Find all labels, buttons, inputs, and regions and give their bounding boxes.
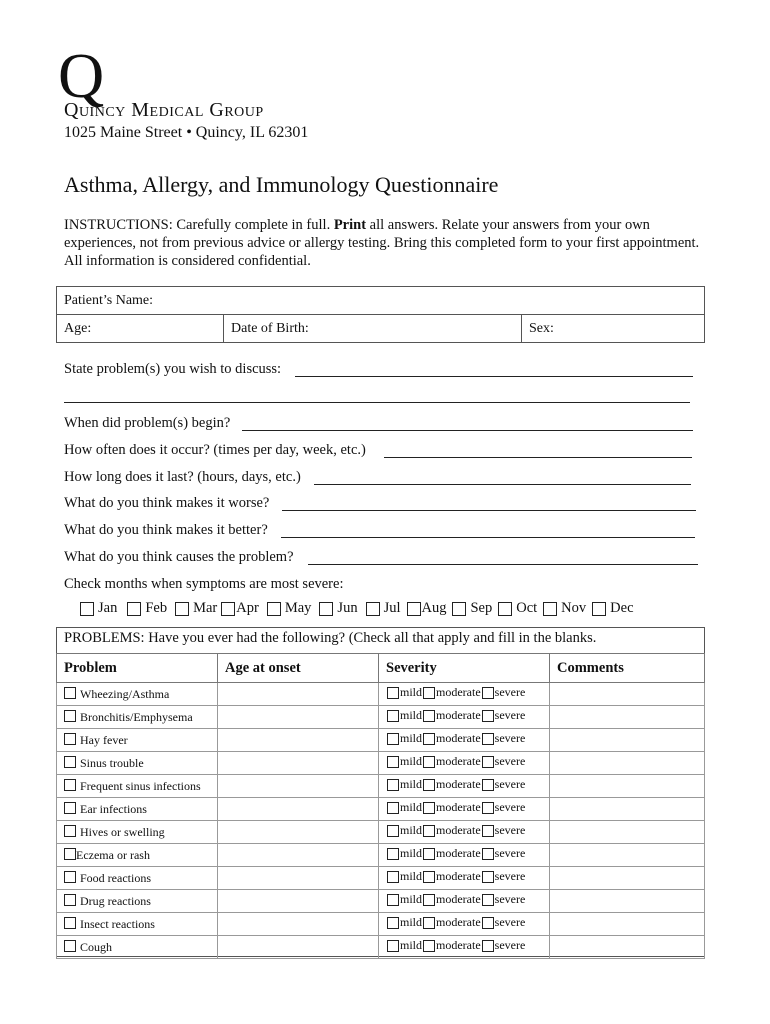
checkbox[interactable] [498,602,512,616]
month-label: May [284,600,312,616]
severity-label: moderate [436,938,481,953]
problem-label: Frequent sinus infections [80,778,201,793]
problem-cell[interactable] [57,867,218,890]
severity-label: mild [400,869,423,884]
severity-option-mild[interactable] [386,869,422,884]
severity-label: severe [494,777,526,792]
severity-label: moderate [436,869,481,884]
comments-cell[interactable] [550,936,705,959]
severity-checkbox[interactable] [423,825,435,837]
problem-checkbox[interactable] [64,825,76,837]
severity-option-severe[interactable] [481,846,526,861]
age-at-onset-cell[interactable] [218,798,379,821]
severity-checkbox[interactable] [387,894,399,906]
table-row [57,867,705,890]
severity-checkbox[interactable] [387,756,399,768]
problem-label: Food reactions [80,870,151,885]
comments-cell[interactable] [550,729,705,752]
checkbox[interactable] [407,602,421,616]
severity-cell [379,683,550,706]
severity-option-severe[interactable] [481,685,526,700]
severity-label: moderate [436,685,481,700]
month-aug[interactable] [407,600,447,617]
severity-checkbox[interactable] [482,756,494,768]
problem-cell[interactable] [57,752,218,775]
problem-label: Hives or swelling [80,824,165,839]
severity-label: mild [400,731,423,746]
month-label: Dec [610,600,634,616]
checkbox[interactable] [175,602,189,616]
severity-checkbox[interactable] [482,917,494,929]
severity-label: severe [494,754,526,769]
severity-checkbox[interactable] [482,940,494,952]
problem-label: Hay fever [80,732,128,747]
severity-option-severe[interactable] [481,731,526,746]
table-row [57,775,705,798]
age-at-onset-cell[interactable] [218,821,379,844]
severity-label: mild [400,685,423,700]
problems-body [57,683,705,959]
answer-line-problems-2[interactable] [64,402,690,403]
table-row [57,729,705,752]
problem-cell[interactable] [57,936,218,959]
severity-checkbox[interactable] [387,917,399,929]
severity-checkbox[interactable] [387,779,399,791]
comments-cell[interactable] [550,821,705,844]
checkbox[interactable] [543,602,557,616]
logo-q-mark: Q [58,40,103,111]
month-oct[interactable] [498,600,537,617]
severity-option-moderate[interactable] [422,823,481,838]
problem-checkbox[interactable] [64,940,76,952]
severity-cell [379,844,550,867]
severity-cell [379,729,550,752]
answer-line-began[interactable] [242,430,693,431]
sex-field[interactable]: Sex: [522,315,705,343]
month-may[interactable] [267,600,312,617]
severity-option-severe[interactable] [481,869,526,884]
severity-label: moderate [436,823,481,838]
severity-checkbox[interactable] [482,687,494,699]
table-row [57,821,705,844]
problem-cell[interactable] [57,844,218,867]
severity-label: mild [400,823,423,838]
problem-checkbox[interactable] [64,848,76,860]
month-label: Jan [98,600,118,616]
severity-option-moderate[interactable] [422,754,481,769]
answer-line-problems[interactable] [295,376,693,377]
severity-option-severe[interactable] [481,800,526,815]
severity-label: mild [400,892,423,907]
col-severity: Severity [379,654,550,683]
comments-cell[interactable] [550,798,705,821]
severity-checkbox[interactable] [482,894,494,906]
comments-cell[interactable] [550,890,705,913]
severity-option-mild[interactable] [386,731,422,746]
table-row [57,936,705,959]
question-problems-label: State problem(s) you wish to discuss: [64,361,282,377]
severity-checkbox[interactable] [387,871,399,883]
table-row [57,706,705,729]
problem-checkbox[interactable] [64,710,76,722]
comments-cell[interactable] [550,752,705,775]
problem-checkbox[interactable] [64,871,76,883]
table-row [57,890,705,913]
severity-checkbox[interactable] [387,825,399,837]
patient-info-table [56,286,705,343]
table-row [57,752,705,775]
severity-option-moderate[interactable] [422,915,481,930]
comments-cell[interactable] [550,683,705,706]
severity-option-moderate[interactable] [422,938,481,953]
severity-label: severe [494,823,526,838]
checkbox[interactable] [127,602,141,616]
comments-cell[interactable] [550,775,705,798]
severity-cell [379,936,550,959]
problem-cell[interactable] [57,729,218,752]
severity-cell [379,775,550,798]
severity-cell [379,867,550,890]
severity-option-moderate[interactable] [422,777,481,792]
age-at-onset-cell[interactable] [218,752,379,775]
severity-checkbox[interactable] [423,687,435,699]
severity-option-severe[interactable] [481,708,526,723]
answer-line-duration[interactable] [314,484,691,485]
severity-option-severe[interactable] [481,892,526,907]
month-mar[interactable] [175,600,217,617]
age-at-onset-cell[interactable] [218,844,379,867]
answer-line-causes[interactable] [308,564,698,565]
severity-option-mild[interactable] [386,777,422,792]
severity-checkbox[interactable] [482,802,494,814]
comments-cell[interactable] [550,913,705,936]
severity-checkbox[interactable] [482,848,494,860]
severity-option-mild[interactable] [386,915,422,930]
address: 1025 Maine Street • Quincy, IL 62301 [64,124,309,141]
problem-label: Eczema or rash [76,847,150,862]
month-label: Jul [383,600,401,616]
problem-checkbox[interactable] [64,802,76,814]
problems-heading: PROBLEMS: Have you ever had the following? (Check all that apply and fill in the blanks. [64,630,597,646]
severity-checkbox[interactable] [423,894,435,906]
severity-checkbox[interactable] [387,848,399,860]
age-at-onset-cell[interactable] [218,683,379,706]
month-nov[interactable] [543,600,586,617]
severity-label: severe [494,869,526,884]
month-label: Nov [561,600,587,616]
severity-label: moderate [436,846,481,861]
problem-cell[interactable] [57,683,218,706]
severity-checkbox[interactable] [423,871,435,883]
severity-label: mild [400,846,423,861]
month-label: Aug [421,600,447,616]
problem-label: Ear infections [80,801,147,816]
severity-label: severe [494,938,526,953]
severity-option-severe[interactable] [481,938,526,953]
problem-cell[interactable] [57,798,218,821]
severity-checkbox[interactable] [423,917,435,929]
severity-label: severe [494,800,526,815]
severity-label: mild [400,800,423,815]
severity-option-mild[interactable] [386,846,422,861]
severity-checkbox[interactable] [387,710,399,722]
problem-label: Cough [80,939,113,954]
problem-checkbox[interactable] [64,687,76,699]
severity-checkbox[interactable] [423,756,435,768]
checkbox[interactable] [319,602,333,616]
severity-label: severe [494,892,526,907]
age-at-onset-cell[interactable] [218,706,379,729]
severity-label: moderate [436,915,481,930]
month-dec[interactable] [592,600,633,617]
severity-checkbox[interactable] [482,779,494,791]
severity-checkbox[interactable] [482,710,494,722]
question-causes-label: What do you think causes the problem? [64,549,294,565]
table-row [57,913,705,936]
severity-checkbox[interactable] [423,779,435,791]
problem-cell[interactable] [57,821,218,844]
age-at-onset-cell[interactable] [218,775,379,798]
severity-label: severe [494,708,526,723]
checkbox[interactable] [80,602,94,616]
severity-option-moderate[interactable] [422,685,481,700]
month-feb[interactable] [127,600,167,617]
problem-label: Wheezing/Asthma [80,686,170,701]
severity-cell [379,798,550,821]
severity-label: mild [400,777,423,792]
age-at-onset-cell[interactable] [218,890,379,913]
checkbox[interactable] [592,602,606,616]
month-jan[interactable] [80,600,117,617]
age-at-onset-cell[interactable] [218,867,379,890]
answer-line-worse[interactable] [282,510,696,511]
severity-label: severe [494,685,526,700]
answer-line-frequency[interactable] [384,457,692,458]
table-row [57,844,705,867]
severity-label: mild [400,938,423,953]
severity-option-mild[interactable] [386,823,422,838]
severity-option-moderate[interactable] [422,731,481,746]
severity-cell [379,913,550,936]
severity-option-severe[interactable] [481,915,526,930]
severity-cell [379,752,550,775]
severity-option-severe[interactable] [481,777,526,792]
severity-checkbox[interactable] [423,940,435,952]
severity-option-moderate[interactable] [422,800,481,815]
severity-option-mild[interactable] [386,892,422,907]
severity-label: moderate [436,800,481,815]
problem-label: Insect reactions [80,916,155,931]
problem-cell[interactable] [57,890,218,913]
question-better-label: What do you think makes it better? [64,522,268,538]
instructions-suffix: all answers. Relate your answers from your own experiences, not from previous advice or allergy testing. Bring this completed form to your first appointment. All information is considered confidential. [64,217,700,269]
problem-checkbox[interactable] [64,917,76,929]
col-age-at-onset: Age at onset [218,654,379,683]
problems-table [56,653,705,959]
month-apr[interactable] [221,600,259,617]
severity-option-mild[interactable] [386,708,422,723]
severity-cell [379,706,550,729]
comments-cell[interactable] [550,844,705,867]
severity-label: moderate [436,892,481,907]
instructions-bold: Print [333,217,367,233]
severity-option-moderate[interactable] [422,869,481,884]
problems-section [56,627,705,957]
age-at-onset-cell[interactable] [218,913,379,936]
severity-option-mild[interactable] [386,685,422,700]
col-problem: Problem [57,654,218,683]
problem-cell[interactable] [57,706,218,729]
severity-checkbox[interactable] [387,687,399,699]
severity-checkbox[interactable] [387,802,399,814]
problem-label: Bronchitis/Emphysema [80,709,193,724]
severity-option-mild[interactable] [386,800,422,815]
severity-checkbox[interactable] [482,733,494,745]
severity-label: mild [400,708,423,723]
problem-label: Sinus trouble [80,755,144,770]
month-label: Apr [236,600,259,616]
checkbox[interactable] [267,602,281,616]
question-worse-label: What do you think makes it worse? [64,495,270,511]
checkbox[interactable] [452,602,466,616]
severity-label: severe [494,846,526,861]
month-jun[interactable] [319,600,357,617]
severity-option-moderate[interactable] [422,892,481,907]
severity-option-moderate[interactable] [422,708,481,723]
dob-field[interactable]: Date of Birth: [224,315,522,343]
instructions-prefix: INSTRUCTIONS: Carefully complete in full. [64,217,334,233]
severity-cell [379,821,550,844]
severity-label: moderate [436,731,481,746]
month-label: Mar [193,600,218,616]
question-frequency-label: How often does it occur? (times per day, week, etc.) [64,442,366,458]
severity-label: moderate [436,708,481,723]
severity-label: moderate [436,777,481,792]
table-row [57,798,705,821]
age-at-onset-cell[interactable] [218,936,379,959]
org-name: Quincy Medical Group [64,99,264,121]
page-title: Asthma, Allergy, and Immunology Questionnaire [64,172,499,197]
age-field[interactable]: Age: [57,315,224,343]
month-sep[interactable] [452,600,492,617]
severity-cell [379,890,550,913]
month-jul[interactable] [366,600,401,617]
question-months-label: Check months when symptoms are most severe: [64,576,344,592]
severity-option-severe[interactable] [481,823,526,838]
severity-checkbox[interactable] [482,871,494,883]
severity-option-mild[interactable] [386,938,422,953]
severity-label: moderate [436,754,481,769]
months-checklist [80,600,634,617]
problem-label: Drug reactions [80,893,151,908]
patient-name-field[interactable]: Patient’s Name: [57,287,705,315]
problem-checkbox[interactable] [64,779,76,791]
severity-option-mild[interactable] [386,754,422,769]
severity-checkbox[interactable] [387,940,399,952]
severity-label: severe [494,915,526,930]
comments-cell[interactable] [550,867,705,890]
col-comments: Comments [550,654,705,683]
severity-checkbox[interactable] [423,710,435,722]
problem-checkbox[interactable] [64,756,76,768]
severity-checkbox[interactable] [423,802,435,814]
problem-cell[interactable] [57,913,218,936]
severity-checkbox[interactable] [387,733,399,745]
month-label: Oct [516,600,538,616]
severity-checkbox[interactable] [423,733,435,745]
problem-checkbox[interactable] [64,894,76,906]
severity-option-severe[interactable] [481,754,526,769]
problem-checkbox[interactable] [64,733,76,745]
severity-checkbox[interactable] [482,825,494,837]
severity-label: severe [494,731,526,746]
problem-cell[interactable] [57,775,218,798]
instructions [64,216,704,270]
severity-checkbox[interactable] [423,848,435,860]
question-began-label: When did problem(s) begin? [64,415,231,431]
checkbox[interactable] [221,602,235,616]
checkbox[interactable] [366,602,380,616]
severity-label: mild [400,915,423,930]
severity-option-moderate[interactable] [422,846,481,861]
month-label: Feb [145,600,168,616]
month-label: Jun [337,600,358,616]
age-at-onset-cell[interactable] [218,729,379,752]
question-duration-label: How long does it last? (hours, days, etc.) [64,469,301,485]
table-row [57,683,705,706]
severity-label: mild [400,754,423,769]
answer-line-better[interactable] [281,537,695,538]
comments-cell[interactable] [550,706,705,729]
month-label: Sep [470,600,493,616]
